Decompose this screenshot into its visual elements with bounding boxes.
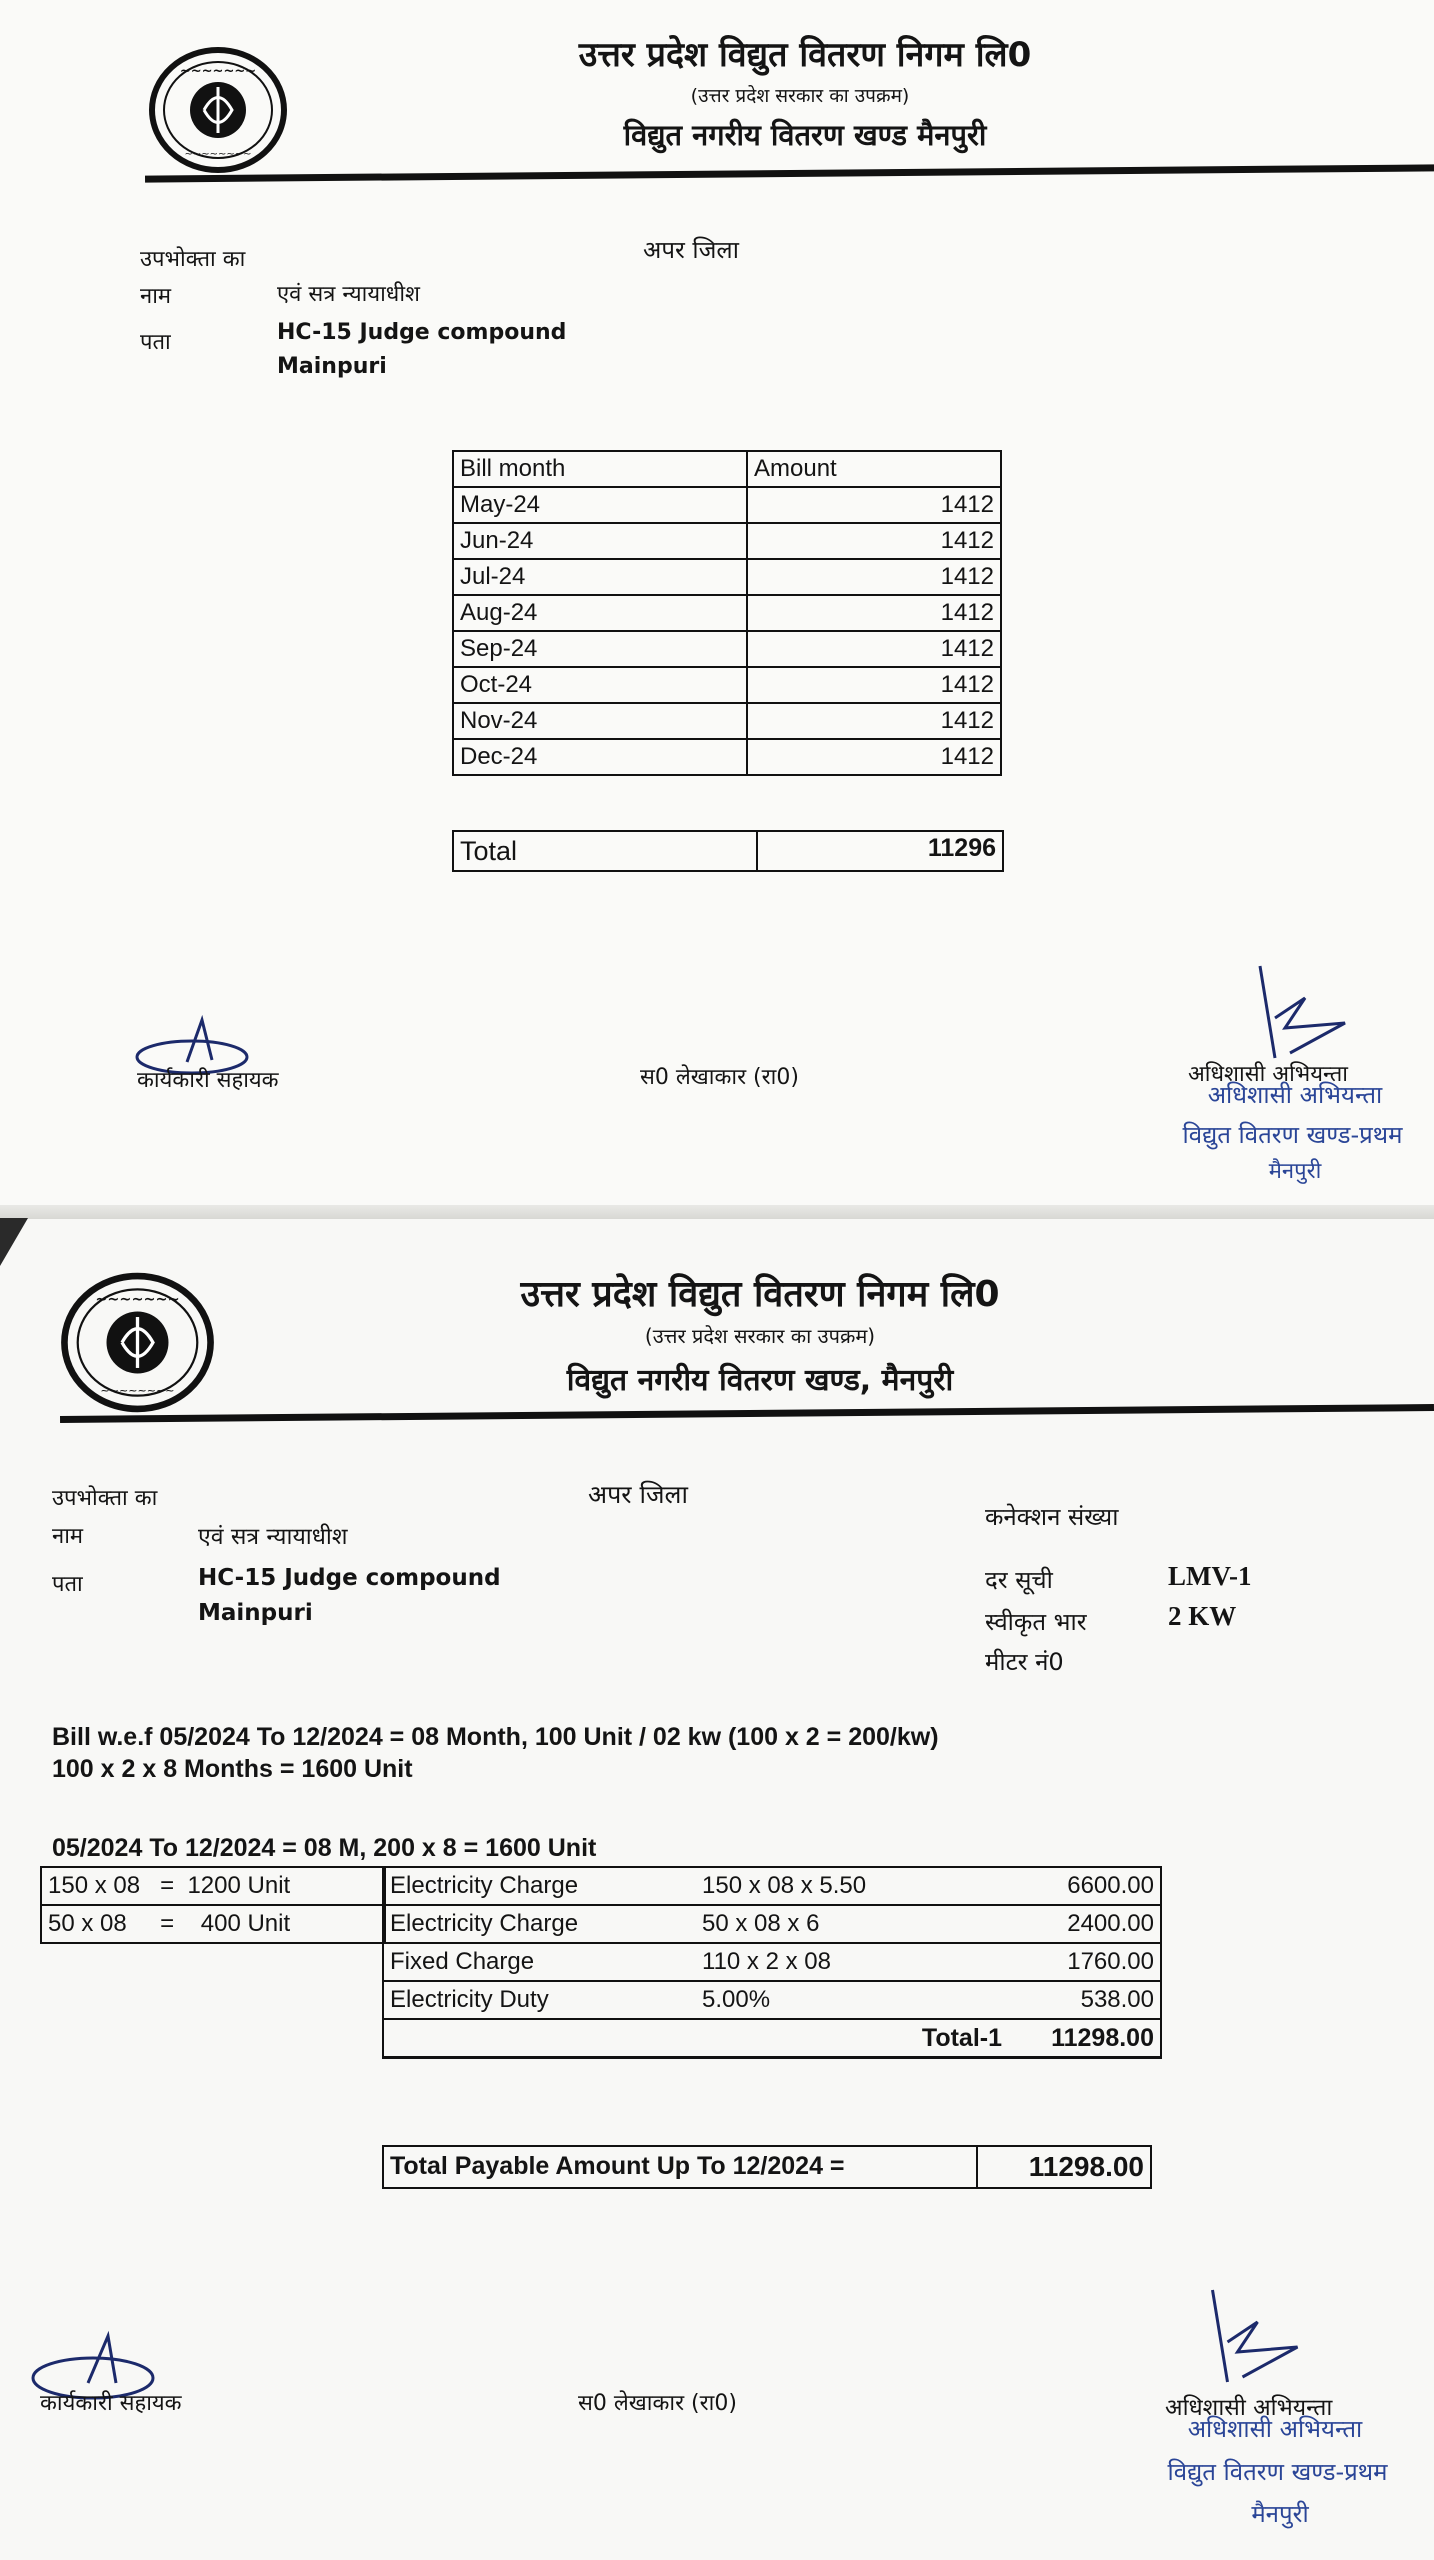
scan-corner-shadow (0, 1218, 28, 1266)
total1-row (383, 2019, 1161, 2058)
total1-spacer (383, 2019, 696, 2058)
table-row (453, 631, 1001, 667)
consumer-name-line1: अपर जिला (643, 236, 739, 264)
bill-month: Oct-24 (453, 667, 747, 703)
corporation-logo-icon (60, 1270, 215, 1415)
charge-amount: 6600.00 (1008, 1867, 1161, 1905)
charge-amount: 2400.00 (1008, 1905, 1161, 1943)
stamp-division: विद्युत वितरण खण्ड-प्रथम (1167, 2458, 1388, 2486)
charge-amount: 538.00 (1008, 1981, 1161, 2019)
bill-month: Jul-24 (453, 559, 747, 595)
table-header-row (453, 451, 1001, 487)
charge-label: Electricity Charge (383, 1867, 696, 1905)
svg-text:~~~~~~~~: ~~~~~~~~ (100, 1384, 175, 1398)
stamp-division: विद्युत वितरण खण्ड-प्रथम (1182, 1121, 1403, 1149)
consumer-name-line1: अपर जिला (588, 1480, 688, 1509)
address-label: पता (52, 1572, 83, 1597)
bill-month: Nov-24 (453, 703, 747, 739)
bill-amount: 1412 (747, 523, 1001, 559)
stamp-designation: अधिशासी अभियन्ता (1207, 1081, 1383, 1109)
consumer-name-label: उपभोक्ता का (52, 1486, 158, 1511)
charges-table (382, 1866, 1162, 2059)
corporation-logo-icon (148, 45, 288, 175)
bill-amount: 1412 (747, 667, 1001, 703)
unit-breakdown-table (40, 1866, 386, 1944)
accountant-signatory: स0 लेखाकार (रा0) (640, 1065, 799, 1090)
total1-value: 11298.00 (1008, 2019, 1161, 2058)
engineer-signatory: अधिशासी अभियन्ता (1188, 1062, 1349, 1087)
stamp-city: मैनपुरी (1268, 1159, 1322, 1184)
engineer-signature-icon (1195, 2282, 1320, 2392)
monthly-bill-table (452, 450, 1002, 776)
tariff-label: दर सूची (985, 1566, 1053, 1594)
org-name-heading: उत्तर प्रदेश विद्युत वितरण निगम लि0 (578, 35, 1032, 75)
tariff-value: LMV-1 (1168, 1561, 1252, 1591)
bill-month: Aug-24 (453, 595, 747, 631)
table-row (453, 559, 1001, 595)
org-subtitle: (उत्तर प्रदेश सरकार का उपक्रम) (644, 1324, 876, 1348)
consumer-name-label: उपभोक्ता का (140, 247, 246, 272)
engineer-signatory: अधिशासी अभियन्ता (1165, 2395, 1333, 2421)
bill-total-row (452, 830, 1004, 872)
assistant-signatory: कार्यकारी सहायक (40, 2391, 182, 2416)
consumer-name-line2: एवं सत्र न्यायाधीश (198, 1524, 348, 1550)
bill-amount: 1412 (747, 487, 1001, 523)
bill-basis-line2: 100 x 2 x 8 Months = 1600 Unit (52, 1755, 413, 1783)
table-row (383, 1943, 1161, 1981)
svg-text:~~~~~~~: ~~~~~~~ (179, 64, 257, 79)
svg-text:~~~~~~~~: ~~~~~~~~ (184, 149, 252, 160)
org-subtitle: (उत्तर प्रदेश सरकार का उपक्रम) (690, 85, 910, 107)
charge-formula: 5.00% (696, 1981, 1008, 2019)
bill-month: Dec-24 (453, 739, 747, 775)
table-row (383, 1867, 1161, 1905)
unit-row (41, 1905, 385, 1943)
column-header-amount: Amount (747, 451, 1001, 487)
table-row (453, 595, 1001, 631)
meter-number-label: मीटर नं0 (985, 1648, 1064, 1676)
consumer-name-label-2: नाम (140, 284, 172, 309)
stamp-designation: अधिशासी अभियन्ता (1187, 2415, 1363, 2443)
address-line1: HC-15 Judge compound (277, 320, 567, 345)
assistant-signatory: कार्यकारी सहायक (137, 1068, 279, 1093)
svg-text:~~~~~~~: ~~~~~~~ (95, 1291, 180, 1308)
address-line1: HC-15 Judge compound (198, 1565, 501, 1591)
total-label: Total (454, 832, 758, 870)
consumer-name-label-2: नाम (52, 1524, 84, 1549)
stamp-city: मैनपुरी (1251, 2500, 1309, 2528)
sanctioned-load-label: स्वीकृत भार (985, 1608, 1087, 1636)
bill-month: May-24 (453, 487, 747, 523)
division-name: विद्युत नगरीय वितरण खण्ड मैनपुरी (623, 118, 987, 152)
table-row (453, 739, 1001, 775)
table-row (41, 1867, 385, 1905)
charge-formula: 50 x 08 x 6 (696, 1905, 1008, 1943)
table-row (383, 1981, 1161, 2019)
total-value: 11296 (927, 834, 996, 862)
address-label: पता (140, 330, 171, 355)
bill-amount: 1412 (747, 595, 1001, 631)
table-row (453, 523, 1001, 559)
org-name-heading: उत्तर प्रदेश विद्युत वितरण निगम लि0 (520, 1274, 1000, 1315)
address-line2: Mainpuri (198, 1600, 313, 1626)
total1-label: Total-1 (696, 2019, 1008, 2058)
unit-equals: = (160, 1910, 175, 1937)
bill-amount: 1412 (747, 631, 1001, 667)
unit-equals: = (160, 1872, 175, 1899)
charge-label: Fixed Charge (383, 1943, 696, 1981)
unit-value: 1200 Unit (187, 1872, 291, 1899)
table-row (383, 1905, 1161, 1943)
charge-amount: 1760.00 (1008, 1943, 1161, 1981)
sanctioned-load-value: 2 KW (1168, 1601, 1237, 1631)
bill-basis-line3: 05/2024 To 12/2024 = 08 M, 200 x 8 = 1600 Unit (52, 1834, 597, 1862)
charge-formula: 110 x 2 x 08 (696, 1943, 1008, 1981)
bill-amount: 1412 (747, 739, 1001, 775)
charge-label: Electricity Charge (383, 1905, 696, 1943)
consumer-name-line2: एवं सत्र न्यायाधीश (277, 282, 420, 307)
accountant-signatory: स0 लेखाकार (रा0) (578, 2391, 737, 2416)
table-row (41, 1905, 385, 1943)
column-header-month: Bill month (453, 451, 747, 487)
table-row (453, 703, 1001, 739)
total-payable-label: Total Payable Amount Up To 12/2024 = (384, 2147, 978, 2187)
address-line2: Mainpuri (277, 354, 387, 379)
table-row (453, 667, 1001, 703)
unit-base: 50 x 08 (48, 1910, 127, 1937)
division-name: विद्युत नगरीय वितरण खण्ड, मैनपुरी (566, 1363, 954, 1398)
charge-formula: 150 x 08 x 5.50 (696, 1867, 1008, 1905)
connection-number-label: कनेक्शन संख्या (985, 1503, 1119, 1531)
table-row (453, 487, 1001, 523)
bill-month: Sep-24 (453, 631, 747, 667)
bill-basis-line1: Bill w.e.f 05/2024 To 12/2024 = 08 Month, 100 Unit / 02 kw (100 x 2 = 200/kw) (52, 1723, 939, 1751)
charge-label: Electricity Duty (383, 1981, 696, 2019)
bill-amount: 1412 (747, 703, 1001, 739)
unit-base: 150 x 08 (48, 1872, 141, 1899)
engineer-signature-icon (1245, 958, 1365, 1068)
page-separator (0, 1205, 1434, 1219)
unit-value: 400 Unit (200, 1910, 291, 1937)
bill-month: Jun-24 (453, 523, 747, 559)
total-payable-value: 11298.00 (1028, 2151, 1144, 2182)
total-payable-row (382, 2145, 1152, 2189)
unit-row (41, 1867, 385, 1905)
bill-amount: 1412 (747, 559, 1001, 595)
